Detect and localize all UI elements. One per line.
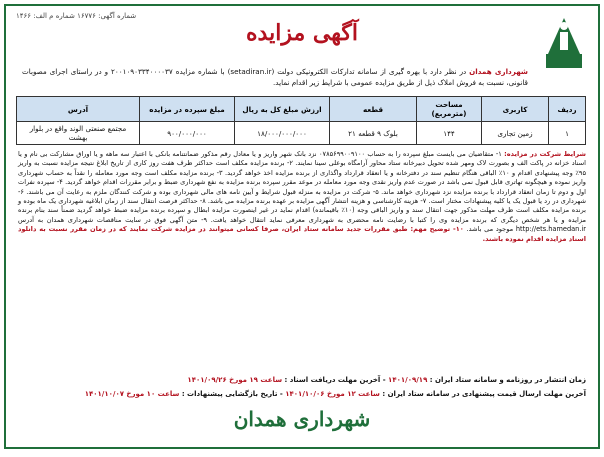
table-cell: زمین تجاری: [482, 122, 549, 145]
publish-dates-line: زمان انتشار در روزنامه و سامانه ستاد ایران : ۱۴۰۱/۰۹/۱۹ - آخرین مهلت دریافت اسناد : ساعت ۱۹ مورخ ۱۴۰۱/۰۹/۲۶: [187, 376, 586, 384]
intro-lead: شهرداری همدان: [469, 67, 529, 76]
table-cell: ۹۰۰/۰۰۰/۰۰۰: [140, 122, 235, 145]
col-row: ردیف: [549, 97, 586, 122]
notice-page: [4, 4, 600, 449]
table-cell: ۱: [549, 122, 586, 145]
terms-important-note: ۱۰- توضیح مهم: طبق مقررات جدید سامانه ستاد ایران، صرفا کسانی میتوانند در مزایده شرکت نمایند که در زمان مقرر نسبت به دانلود اسناد مزایده اقدام نموده باشند.: [18, 225, 586, 243]
terms-heading: شرایط شرکت در مزایده:: [504, 150, 587, 158]
table-row: [17, 122, 586, 145]
intro-text: [22, 66, 528, 88]
table-cell: ۱۴۴: [417, 122, 482, 145]
col-value: ارزش مبلغ کل به ریال: [235, 97, 330, 122]
items-table: [16, 96, 586, 145]
intro-rest: در نظر دارد با بهره گیری از سامانه تدارکات الکترونیکی دولت (setadiran.ir) با شماره مزایده ۲۰۰۱۰۹۰۳۳۴۰۰۰۰۳۷ و در راستای اجرای مصوبات قانونی، نسبت به فروش املاک ذیل از طریق مزایده عمومی با شرایط زیر اقدام نماید.: [22, 67, 528, 87]
page-title: آگهی مزایده: [246, 20, 358, 46]
col-area: مساحت (مترمربع): [417, 97, 482, 122]
col-plot: قطعه: [330, 97, 417, 122]
col-address: آدرس: [17, 97, 140, 122]
footer-signature: شهرداری همدان: [233, 407, 371, 431]
col-deposit: مبلغ سپرده در مزایده: [140, 97, 235, 122]
terms-body: ۱- متقاضیان می بایست مبلغ سپرده را به حساب ۰۷۸۵۶۹۹۰۰۹۱۰۰ نزد بانک شهر واریز و یا معادل رقم مذکور ضمانتنامه بانکی با اعتبار سه ماهه و یا اوراق مشارکت بی نام و یا اسناد خزانه در پاکت الف و بصورت لاک ومهر شده تحویل دبیرخانه ستاد محاور آرامگاه بوعلی سینا نمایند. ۲- برنده مزایده مکلف است حداکثر ظرف هفت روز کاری از تاریخ ابلاغ نتیجه مزایده نسبت به واریز ۹۵٪ وجه پیشنهادی اقدام و ۱۰٪ الباقی هنگام تنظیم سند در دفترخانه و یا انعقاد قرارداد واگذاری از برنده مزایده اخذ خواهد گردید. ۳- برنده مزایده مکلف است وجه مورد معامله را نقداً به حساب شهرداری واریز نموده و هیچگونه تهاتری قابل قبول نمی باشد در صورت عدم واریز نقدی وجه مورد معامله در موعد مقرر سپرده برنده مزایده به نفع شهرداری ضبط و برابر مقررات اقدام خواهد گردید. ۴- سپرده نفرات اول و دوم تا زمان انعقاد قرارداد با برنده مزایده نزد شهرداری خواهد ماند. ۵- شرکت در مزایده به منزله قبول شرایط و آیین نامه های مالی شهرداری بوده و شرکت کنندگان ملزم به رعایت آن می باشند. ۶- شهرداری در رد یا قبول یک یا کلیه پیشنهادات مختار است. ۷- هزینه کارشناسی و هزینه انتشار آگهی مزایده بر عهده برنده مزایده می باشد. ۸- حداکثر فرصت انتقال سند از زمان ابلاغیه شهرداری یک ماه بوده و برنده مزایده مکلف است ظرف مهلت مذکور جهت انتقال سند و واریز الباقی وجه (۱۰٪ باقیمانده) اقدام نماید در غیر اینصورت مزایده ابطال و سپرده برنده مزایده ضبط خواهد گردید ضمناً سند بنام برنده مزایده و یا هر شخص دیگری که برنده مزایده وی را کتبا با رضایت نامه محضری به شهرداری معرفی نماید انتقال خواهد یافت. ۹- متن آگهی فوق در سایت مناقصات شهرداری همدان به آدرس http://ets.hamedan.ir موجود می باشد.: [18, 150, 587, 234]
notice-number: شماره آگهی: ۱۶۷۷۶ شماره م الف: ۱۴۶۶: [16, 12, 137, 20]
table-cell: بلوک ۹ قطعه ۲۱: [330, 122, 417, 145]
terms-text: [18, 150, 586, 244]
table-header-row: [17, 97, 586, 122]
deadline-dates-line: آخرین مهلت ارسال قیمت پیشنهادی در سامانه ستاد ایران : ساعت ۱۲ مورخ ۱۴۰۱/۱۰/۰۶ - تاریخ بازگشایی پیشنهادات : ساعت ۱۰ مورخ ۱۴۰۱/۱۰/۰۷: [84, 390, 586, 398]
col-usage: کاربری: [482, 97, 549, 122]
table-cell: ۱۸/۰۰۰/۰۰۰/۰۰۰: [235, 122, 330, 145]
table-cell: مجتمع صنعتی الوند واقع در بلوار بهشت: [17, 122, 140, 145]
